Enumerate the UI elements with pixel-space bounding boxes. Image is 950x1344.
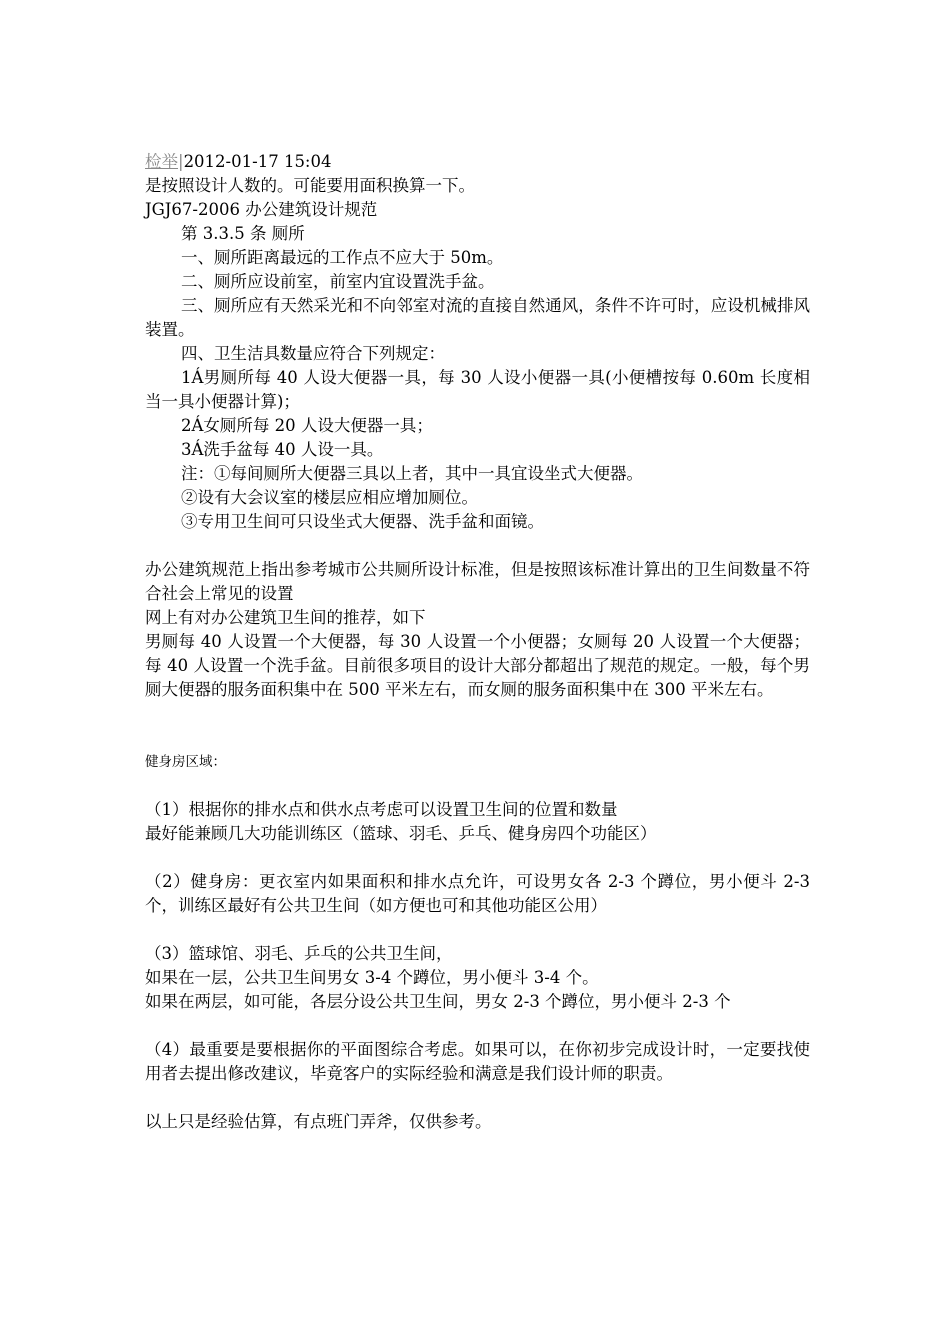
standard-note-2: ②设有大会议室的楼层应相应增加厕位。 (181, 488, 478, 507)
post-header (145, 150, 810, 174)
spacer (145, 1014, 810, 1038)
gym-point-3b: 如果在一层，公共卫生间男女 3-4 个蹲位，男小便斗 3-4 个。 (145, 968, 599, 987)
standard-item-3: 三、厕所应有天然采光和不向邻室对流的直接自然通风，条件不许可时，应设机械排风装置。 (145, 296, 810, 339)
standard-sub-1: 1Á男厕所每 40 人设大便器一具，每 30 人设小便器一具(小便槽按每 0.60m 长度相当一具小便器计算)； (145, 368, 810, 411)
spacer (145, 534, 810, 558)
standard-item-1: 一、厕所距离最远的工作点不应大于 50m。 (181, 248, 504, 267)
discussion-paragraph-3: 男厕每 40 人设置一个大便器，每 30 人设置一个小便器；女厕每 20 人设置一个大便器；每 40 人设置一个洗手盆。目前很多项目的设计大部分都超出了规范的规定。一般，每个男厕大便器的服务面积集中在 500 平米左右，而女厕的服务面积集中在 300 平米左右。 (145, 632, 810, 699)
gym-point-3a: （3）篮球馆、羽毛、乒乓的公共卫生间， (145, 944, 453, 963)
spacer (145, 1086, 810, 1110)
spacer (145, 774, 810, 798)
gym-point-4: （4）最重要是要根据你的平面图综合考虑。如果可以，在你初步完成设计时，一定要找使用者去提出修改建议，毕竟客户的实际经验和满意是我们设计师的职责。 (145, 1040, 810, 1083)
spacer (145, 702, 810, 750)
closing-remark: 以上只是经验估算，有点班门弄斧，仅供参考。 (145, 1112, 492, 1131)
document-body (145, 150, 810, 1134)
standard-sub-2: 2Á女厕所每 20 人设大便器一具； (181, 416, 433, 435)
standard-item-2: 二、厕所应设前室，前室内宜设置洗手盆。 (181, 272, 495, 291)
spacer (145, 846, 810, 870)
discussion-paragraph-2: 网上有对办公建筑卫生间的推荐，如下 (145, 608, 426, 627)
standard-note-3: ③专用卫生间可只设坐式大便器、洗手盆和面镜。 (181, 512, 544, 531)
gym-point-1a: （1）根据你的排水点和供水点考虑可以设置卫生间的位置和数量 (145, 800, 618, 819)
standard-item-4: 四、卫生洁具数量应符合下列规定： (181, 344, 445, 363)
post-timestamp: 2012-01-17 15:04 (183, 152, 332, 171)
report-link[interactable]: 检举 (145, 152, 178, 171)
gym-heading: 健身房区域： (145, 754, 226, 770)
discussion-paragraph-1: 办公建筑规范上指出参考城市公共厕所设计标准，但是按照该标准计算出的卫生间数量不符合社会上常见的设置 (145, 560, 810, 603)
standard-sub-3: 3Á洗手盆每 40 人设一具。 (181, 440, 384, 459)
standard-note-1: 注：①每间厕所大便器三具以上者，其中一具宜设坐式大便器。 (181, 464, 643, 483)
gym-point-1b: 最好能兼顾几大功能训练区（篮球、羽毛、乒乓、健身房四个功能区） (145, 824, 657, 843)
intro-text: 是按照设计人数的。可能要用面积换算一下。 (145, 176, 475, 195)
standard-article: 第 3.3.5 条 厕所 (181, 224, 305, 243)
header-separator: | (178, 152, 184, 171)
gym-point-2: （2）健身房：更衣室内如果面积和排水点允许，可设男女各 2-3 个蹲位，男小便斗 2-3 个，训练区最好有公共卫生间（如方便也可和其他功能区公用） (145, 872, 810, 915)
gym-point-3c: 如果在两层，如可能，各层分设公共卫生间，男女 2-3 个蹲位，男小便斗 2-3 个 (145, 992, 731, 1011)
standard-title: JGJ67-2006 办公建筑设计规范 (145, 200, 378, 219)
spacer (145, 918, 810, 942)
